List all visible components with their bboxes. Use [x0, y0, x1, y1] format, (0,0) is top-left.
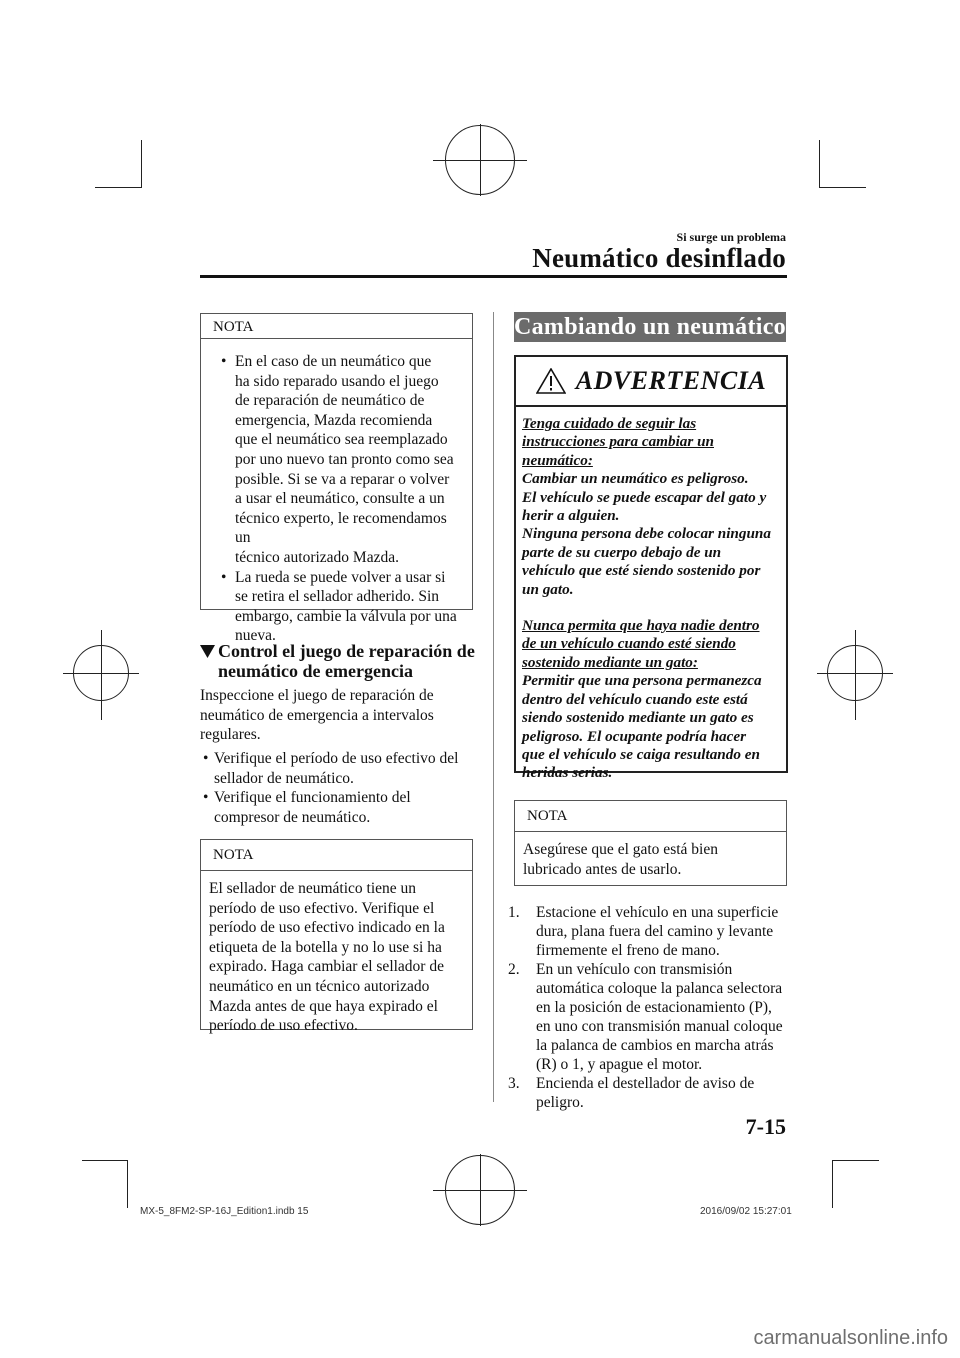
- steps-list: [500, 903, 792, 1112]
- nota-label: NOTA: [515, 801, 786, 832]
- subheading: Control el juego de reparación de neumático de emergencia: [200, 641, 480, 681]
- nota-box-3: [514, 800, 787, 886]
- section-title: Cambiando un neumático: [514, 314, 786, 340]
- nota-label: NOTA: [201, 840, 472, 871]
- check-list: [196, 749, 481, 827]
- nota-body: El sellador de neumático tiene un período de uso efectivo. Verifique el período de uso efectivo indicado en la etiqueta de la botella y no lo use si ha expirado. Haga cambiar el sellador de neumático en un técnico autorizado Mazda antes de que haya expirado el período de uso efectivo.: [209, 880, 445, 1035]
- nota-box-1: [200, 313, 473, 645]
- section-label: Si surge un problema: [676, 230, 786, 244]
- page-number: 7-15: [745, 1114, 786, 1139]
- page-title: Neumático desinflado: [532, 243, 786, 273]
- bullet-icon: •: [203, 750, 209, 767]
- nota-box-2: [200, 839, 473, 1035]
- header-rule: [200, 275, 787, 278]
- list-item: 3. Encienda el destellador de aviso de peligro.: [508, 1075, 755, 1111]
- nota-body: [201, 339, 472, 646]
- warning-box: [514, 355, 788, 782]
- list-item: • Verifique el período de uso efectivo del sellador de neumático.: [203, 750, 459, 787]
- bullet-icon: •: [221, 353, 227, 370]
- warning-body: Tenga cuidado de seguir las instrucciones para cambiar un neumático: Cambiar un neumático es peligroso. El vehículo se puede escapar del gato y herir a alguien. Ninguna persona debe colocar ninguna parte de su cuerpo debajo de un vehículo que esté siendo sostenido por un gato. Nunca permita que haya nadie dentro de un vehículo cuando esté siendo sostenido mediante un gato: Permitir que una persona permanezca dentro del vehículo cuando este está siendo sostenido mediante un gato es peligroso. El ocupante podría hacer que el vehículo se caiga resultando en heridas serias.: [522, 415, 771, 782]
- warning-title: ADVERTENCIA: [575, 366, 767, 395]
- warning-header: [516, 357, 786, 407]
- footer-file: MX-5_8FM2-SP-16J_Edition1.indb 15: [140, 1206, 309, 1217]
- list-item: • Verifique el funcionamiento del compresor de neumático.: [203, 789, 411, 826]
- footer-timestamp: 2016/09/02 15:27:01: [700, 1206, 792, 1217]
- list-item: 2. En un vehículo con transmisión automática coloque la palanca selectora en la posición de estacionamiento (P), en uno con transmisión manual coloque la palanca de cambios en marcha atrás (R) o 1, y apague el motor.: [508, 961, 783, 1073]
- watermark: carmanualsonline.info: [753, 1327, 948, 1349]
- list-item: 1. Estacione el vehículo en una superficie dura, plana fuera del camino y levante firmemente el freno de mano.: [508, 904, 779, 959]
- warning-triangle-icon: [536, 368, 566, 394]
- intro-paragraph: Inspeccione el juego de reparación de neumático de emergencia a intervalos regulares.: [200, 687, 434, 744]
- list-item: • La rueda se puede volver a usar si se retira el sellador adherido. Sin embargo, cambie la válvula por una nueva.: [221, 568, 457, 645]
- list-item: • En el caso de un neumático que ha sido reparado usando el juego de reparación de neumático de emergencia, Mazda recomienda que el neumático sea reemplazado por uno nuevo tan pronto como sea posible. Si se va a reparar o volver a usar el neumático, consulte a un técnico experto, le recomendamos un técnico autorizado Mazda.: [221, 353, 454, 566]
- column-divider: [493, 312, 494, 1102]
- nota-label: NOTA: [201, 314, 472, 339]
- nota-body: Asegúrese que el gato está bien lubricado antes de usarlo.: [523, 841, 718, 878]
- triangle-down-icon: [200, 645, 215, 658]
- bullet-icon: •: [221, 568, 227, 586]
- bullet-icon: •: [203, 789, 209, 807]
